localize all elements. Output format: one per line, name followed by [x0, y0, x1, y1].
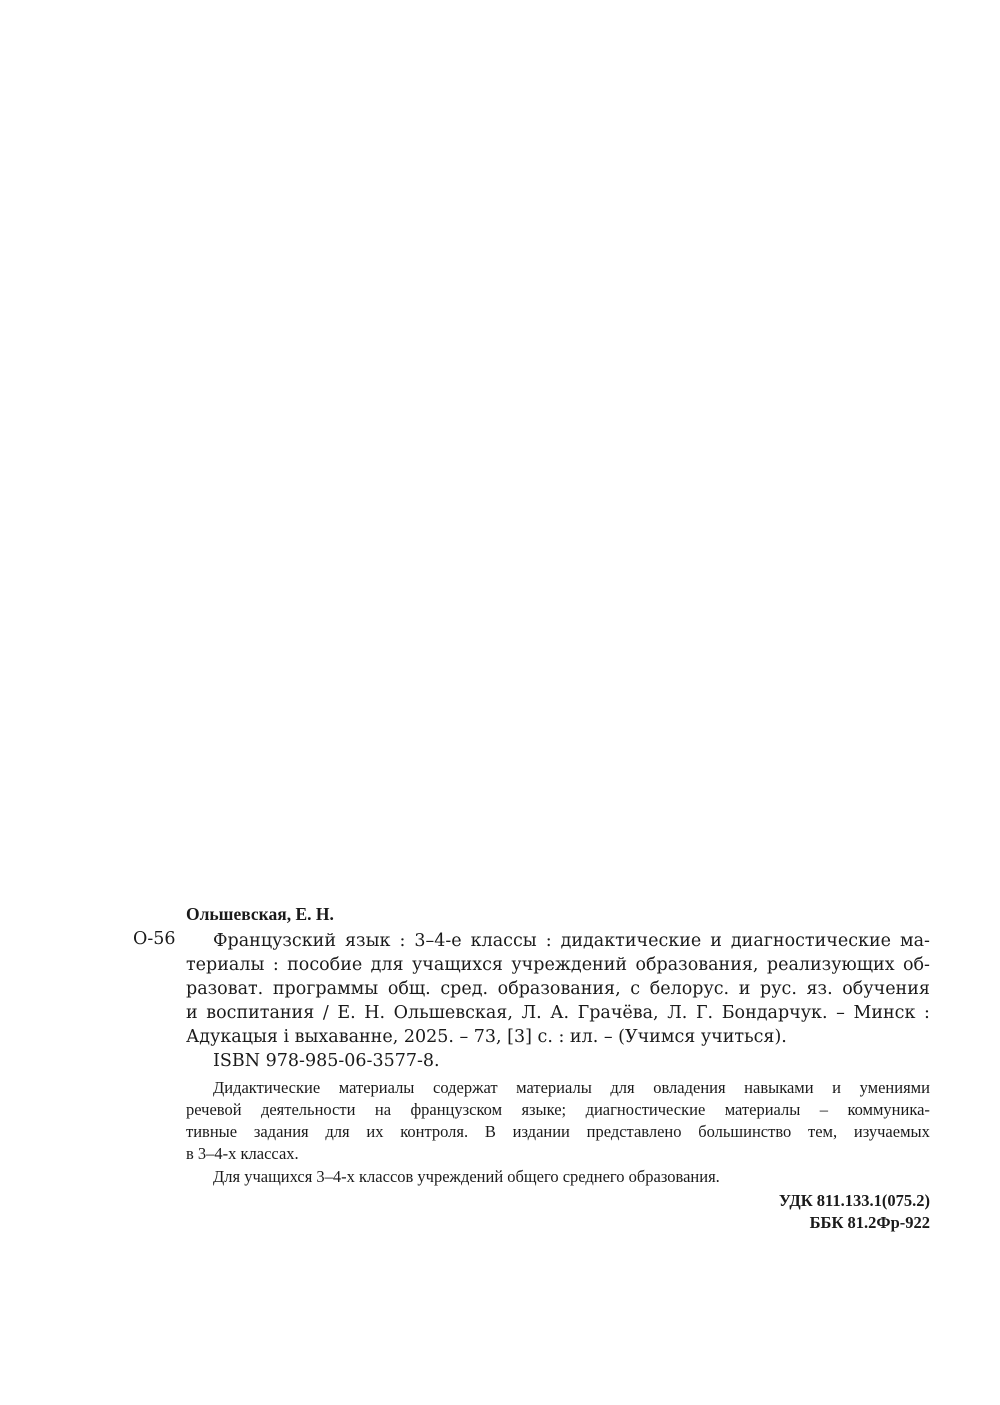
bbk-code: ББК 81.2Фр-922 — [809, 1213, 930, 1232]
word: овладения — [653, 1078, 726, 1097]
word: разоват. — [186, 979, 264, 999]
word: Минск — [853, 1003, 916, 1023]
description-line-2 — [186, 953, 930, 977]
summary-line-4: в 3–4-х классах. — [186, 1144, 299, 1163]
word: для — [370, 955, 404, 975]
word: пособие — [287, 955, 363, 975]
annotation — [186, 1077, 930, 1188]
word: / — [322, 1003, 329, 1023]
word: тем, — [808, 1122, 838, 1141]
word: классы — [470, 931, 537, 951]
word: : — [924, 1003, 930, 1023]
word: их — [366, 1122, 384, 1141]
word: тивные — [186, 1122, 238, 1141]
word: для — [610, 1078, 635, 1097]
word: контроля. — [400, 1122, 469, 1141]
word: – — [819, 1100, 829, 1119]
word: об- — [902, 955, 930, 975]
word: диагностические — [730, 931, 891, 951]
classification-codes — [779, 1190, 930, 1234]
word: с — [630, 979, 641, 999]
word: навыками — [744, 1078, 814, 1097]
word: обучения — [842, 979, 930, 999]
description-line-1 — [186, 929, 930, 953]
word: на — [374, 1100, 392, 1119]
word: белорус. — [649, 979, 730, 999]
bibliographic-description — [186, 929, 930, 1073]
word: Бондарчук. — [721, 1003, 828, 1023]
word: материалы — [338, 1078, 415, 1097]
isbn: ISBN 978-985-06-3577-8. — [213, 1051, 440, 1071]
word: Л. — [667, 1003, 688, 1023]
word: французском — [410, 1100, 503, 1119]
udc-code: УДК 811.133.1(075.2) — [778, 1191, 930, 1210]
word: коммуника- — [847, 1100, 930, 1119]
summary-line-2 — [186, 1099, 930, 1121]
summary-line-3 — [186, 1121, 930, 1143]
word: общ. — [387, 979, 431, 999]
word: образования, — [497, 979, 621, 999]
word: учреждений — [511, 955, 628, 975]
word: материалы — [724, 1100, 801, 1119]
word: большинство — [698, 1122, 792, 1141]
word: : — [545, 931, 552, 951]
word: задания — [253, 1122, 309, 1141]
word: Е. — [337, 1003, 356, 1023]
word: речевой — [186, 1100, 242, 1119]
word: образования, — [635, 955, 759, 975]
author-heading: Ольшевская, Е. Н. — [186, 904, 334, 924]
word: содержат — [433, 1078, 498, 1097]
description-line-4 — [186, 1001, 930, 1025]
imprint-line: Адукацыя і выхаванне, 2025. – 73, [3] с. : ил. – (Учимся учиться). — [186, 1027, 787, 1047]
word: – — [836, 1003, 845, 1023]
word: Французский — [213, 931, 336, 951]
word: : — [272, 955, 279, 975]
word: и — [832, 1078, 842, 1097]
word: реализующих — [766, 955, 895, 975]
word: 3–4-е — [414, 931, 462, 951]
word: деятельности — [260, 1100, 356, 1119]
word: воспитания — [206, 1003, 315, 1023]
word: материалы — [516, 1078, 592, 1097]
word: Н. — [364, 1003, 386, 1023]
word: умениями — [859, 1078, 930, 1097]
word: Л. — [521, 1003, 542, 1023]
word: изучаемых — [853, 1122, 930, 1141]
word: Ольшевская, — [393, 1003, 513, 1023]
word: Грачёва, — [577, 1003, 659, 1023]
word: язык — [345, 931, 391, 951]
word: Г. — [695, 1003, 714, 1023]
word: териалы — [186, 955, 265, 975]
word: : — [399, 931, 406, 951]
word: рус. — [760, 979, 797, 999]
word: и — [710, 931, 722, 951]
word: издании — [512, 1122, 570, 1141]
author-mark: О-56 — [133, 929, 176, 949]
word: диагностические — [585, 1100, 706, 1119]
word: для — [325, 1122, 350, 1141]
word: программы — [272, 979, 379, 999]
word: ма- — [899, 931, 930, 951]
word: Дидактические — [213, 1078, 321, 1097]
word: дидактические — [560, 931, 702, 951]
word: и — [738, 979, 751, 999]
word: и — [186, 1003, 198, 1023]
word: языке; — [521, 1100, 567, 1119]
word: А. — [550, 1003, 570, 1023]
word: представлено — [586, 1122, 682, 1141]
summary-line-1 — [186, 1077, 930, 1099]
audience-line: Для учащихся 3–4-х классов учреждений общего среднего образования. — [213, 1167, 720, 1186]
word: сред. — [440, 979, 489, 999]
word: яз. — [806, 979, 833, 999]
word: учащихся — [412, 955, 503, 975]
description-line-3 — [186, 977, 930, 1001]
word: В — [484, 1122, 496, 1141]
